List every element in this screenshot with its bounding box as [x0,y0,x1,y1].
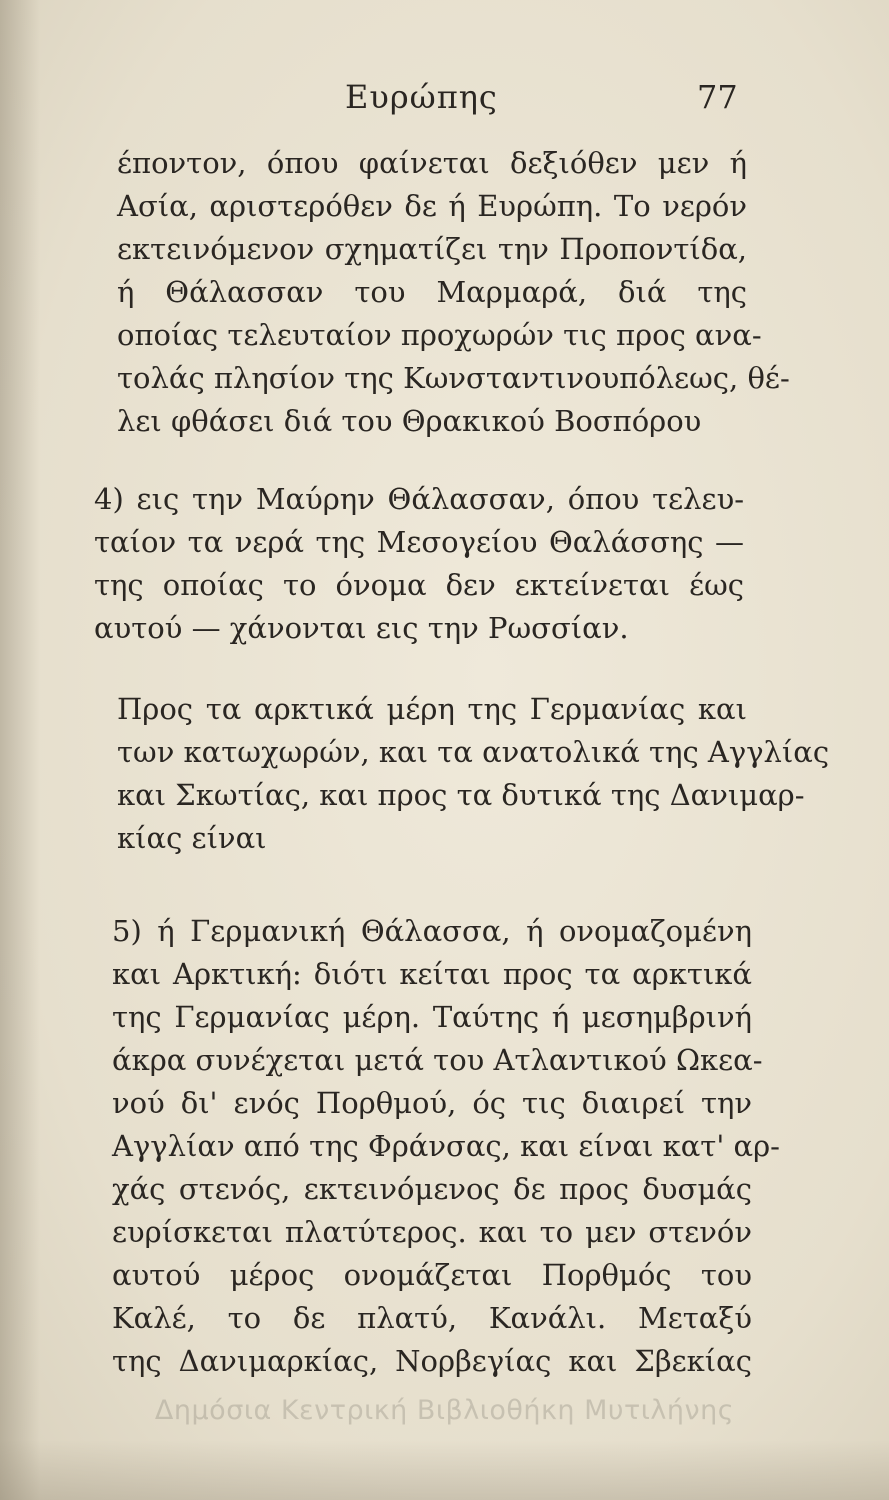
text-line: και Αρκτική: διότι κείται προς τα αρκτικά [112,957,752,991]
text-line: και Σκωτίας, και προς τα δυτικά της Δανιμαρ- [117,778,805,812]
text-line: αυτού — χάνονται εις την Ρωσσίαν. [94,611,629,645]
text-line: Αγγλίαν από της Φράνσας, και είναι κατ' αρ- [112,1129,780,1163]
paragraph-3 [117,688,830,860]
spine-shadow [0,0,40,1500]
text-line: Ασία, αριστερόθεν δε ή Ευρώπη. Το νερόν [117,189,747,223]
text-line: ευρίσκεται πλατύτερος. και το μεν στενόν [112,1215,752,1249]
text-line: άκρα συνέχεται μετά του Ατλαντικού Ωκεα- [112,1043,763,1077]
page-number: 77 [697,78,738,116]
text-line: Καλέ, το δε πλατύ, Κανάλι. Μεταξύ [112,1301,752,1335]
text-line: κίας είναι [117,821,267,855]
page-header [0,78,889,128]
text-line: της Δανιμαρκίας, Νορβεγίας και Σβεκίας [112,1344,752,1378]
paragraph-1 [117,142,790,443]
page-edge-shade [0,1440,889,1500]
text-line: τολάς πλησίον της Κωνσταντινουπόλεως, θέ- [117,361,790,395]
text-line: χάς στενός, εκτεινόμενος δε προς δυσμάς [112,1172,752,1206]
text-line: ταίον τα νερά της Μεσογείου Θαλάσσης — [94,525,744,559]
paragraph-2-item-4 [94,478,744,650]
text-line: ή Θάλασσαν του Μαρμαρά, διά της [117,275,747,309]
paragraph-4-item-5 [112,910,780,1383]
text-line: 4) εις την Μαύρην Θάλασσαν, όπου τελευ- [94,482,744,516]
text-line: 5) ή Γερμανική Θάλασσα, ή ονομαζομένη [112,914,752,948]
text-line: εκτεινόμενον σχηματίζει την Προποντίδα, [117,232,747,266]
library-watermark: Δημόσια Κεντρική Βιβλιοθήκη Μυτιλήνης [154,1395,735,1426]
text-line: Προς τα αρκτικά μέρη της Γερμανίας και [117,692,747,726]
text-line: έποντον, όπου φαίνεται δεξιόθεν μεν ή [117,146,747,180]
running-head: Ευρώπης [345,78,498,116]
text-line: οποίας τελευταίον προχωρών τις προς ανα- [117,318,762,352]
text-line: των κατωχωρών, και τα ανατολικά της Αγγλίας [117,735,830,769]
text-line: της Γερμανίας μέρη. Ταύτης ή μεσημβρινή [112,1000,752,1034]
text-line: της οποίας το όνομα δεν εκτείνεται έως [94,568,744,602]
text-line: αυτού μέρος ονομάζεται Πορθμός του [112,1258,752,1292]
text-line: νού δι' ενός Πορθμού, ός τις διαιρεί την [112,1086,752,1120]
text-line: λει φθάσει διά του Θρακικού Βοσπόρου [117,404,702,438]
